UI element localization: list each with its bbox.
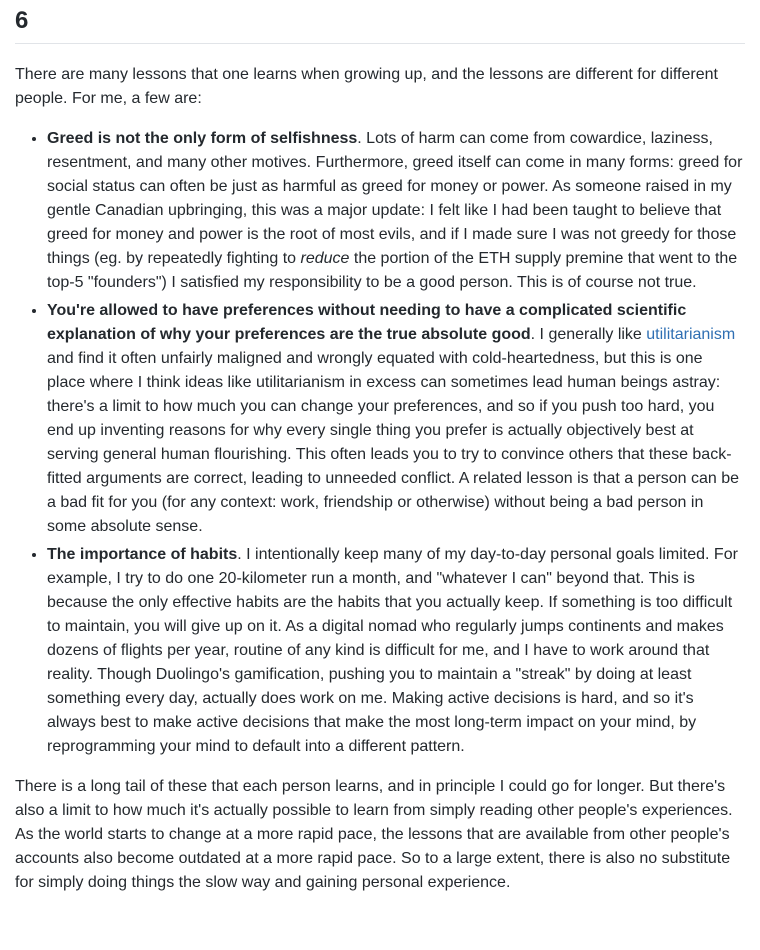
intro-paragraph: There are many lessons that one learns when growing up, and the lessons are different for different people. For me, a few are:: [15, 66, 718, 107]
lesson-text: . I generally like: [530, 326, 647, 343]
lesson-text: . I intentionally keep many of my day-to-day personal goals limited. For example, I try to do one 20-kilometer run a month, and "whatever I can" beyond that. This is because the only effective habits are the habits that you actually keep. If something is too difficult to maintain, you will give up on it. As a digital nomad who regularly jumps continents and makes dozens of flights per year, routine of any kind is difficult for me, and I have to work around that reality. Though Duolingo's gamification, pushing you to maintain a "streak" by doing at least something every day, actually does work on me. Making active decisions is hard, and so it's always best to make active decisions that make the most long-term impact on your mind, by reprogramming your mind to default into a different pattern.: [47, 546, 738, 755]
lesson-title: You're allowed to have preferences without needing to have a complicated scientific explanation of why your preferences are the true absolute good: [47, 302, 687, 343]
section-heading: 6: [15, 0, 745, 44]
list-item: [47, 127, 745, 295]
lesson-text: the portion of the ETH supply premine that went to the top-5 "founders") I satisfied my responsibility to be a good person. This is of course not true.: [47, 250, 738, 291]
utilitarianism-link[interactable]: utilitarianism: [646, 326, 736, 343]
lesson-title: Greed is not the only form of selfishness: [47, 130, 358, 147]
lesson-title: The importance of habits: [47, 546, 238, 563]
outro-paragraph: There is a long tail of these that each person learns, and in principle I could go for longer. But there's also a limit to how much it's actually possible to learn from simply reading other people's experiences. As the world starts to change at a more rapid pace, the lessons that are available from other people's accounts also become outdated at a more rapid pace. So to a large extent, there is also no substitute for simply doing things the slow way and gaining personal experience.: [15, 778, 733, 891]
lessons-list: [15, 127, 745, 759]
lesson-emphasis: reduce: [300, 250, 350, 267]
list-item: [47, 299, 745, 539]
lesson-text: . Lots of harm can come from cowardice, laziness, resentment, and many other motives. Furthermore, greed itself can come in many forms: greed for social status can often be just as harmful as greed for money or power. As someone raised in my gentle Canadian upbringing, this was a major update: I felt like I had been taught to believe that greed for money and power is the root of most evils, and if I made sure I was not greedy for those things (eg. by repeatedly fighting to: [47, 130, 743, 267]
lesson-text: and find it often unfairly maligned and wrongly equated with cold-heartedness, but this is one place where I think ideas like utilitarianism in excess can sometimes lead human beings astray: there's a limit to how much you can change your preferences, and so if you push too hard, you end up inventing reasons for why every single thing you prefer is actually objectively best at serving general human flourishing. This often leads you to try to convince others that these back-fitted arguments are correct, leading to unneeded conflict. A related lesson is that a person can be a bad fit for you (for any context: work, friendship or otherwise) without being a bad person in some absolute sense.: [47, 350, 739, 535]
list-item: [47, 543, 745, 759]
